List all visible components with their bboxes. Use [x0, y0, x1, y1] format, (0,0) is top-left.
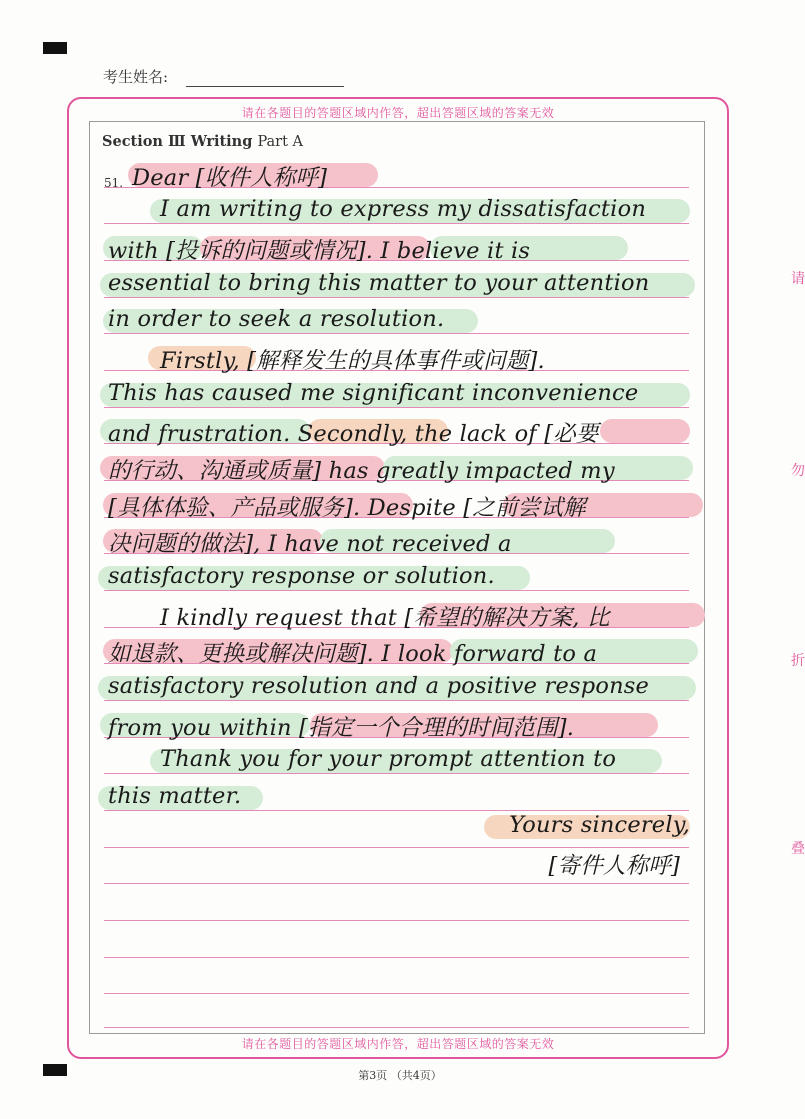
ruled-line — [104, 407, 689, 408]
ruled-line — [104, 920, 689, 921]
section-title-text: Section Ⅲ Writing — [102, 133, 253, 150]
letter-line: with [投诉的问题或情况]. I believe it is — [108, 238, 531, 264]
ruled-line — [104, 810, 689, 811]
letter-line: in order to seek a resolution. — [108, 306, 445, 332]
letter-line: I kindly request that [希望的解决方案, 比 — [160, 605, 610, 631]
letter-line: 如退款、更换或解决问题]. I look forward to a — [108, 641, 598, 667]
letter-line: Dear [收件人称呼] — [132, 165, 328, 191]
question-number: 51. — [104, 176, 124, 190]
letter-line: 决问题的做法], I have not received a — [108, 531, 512, 557]
letter-signature: [寄件人称呼] — [548, 853, 680, 879]
letter-line: from you within [指定一个合理的时间范围]. — [108, 715, 575, 741]
letter-line: I am writing to express my dissatisfaction — [160, 196, 647, 222]
answer-area-notice-top: 请在各题目的答题区域内作答，超出答题区域的答案无效 — [241, 106, 555, 120]
letter-line: [具体体验、产品或服务]. Despite [之前尝试解 — [108, 495, 586, 521]
letter-line: and frustration. Secondly, the lack of [必要 — [108, 421, 599, 447]
letter-line: 的行动、沟通或质量] has greatly impacted my — [108, 458, 615, 484]
letter-line: this matter. — [108, 783, 242, 809]
ruled-line — [104, 957, 689, 958]
letter-line: This has caused me significant inconvenience — [108, 380, 639, 406]
ruled-line — [104, 297, 689, 298]
ruled-line — [104, 333, 689, 334]
letter-closing: Yours sincerely, — [509, 812, 690, 838]
answer-area-notice-bottom: 请在各题目的答题区域内作答，超出答题区域的答案无效 — [241, 1037, 555, 1051]
candidate-name-label: 考生姓名: — [103, 68, 169, 86]
section-part: Part A — [257, 134, 304, 150]
side-text-char: 折 — [791, 653, 805, 669]
page-number: 第3页 （共4页） — [358, 1069, 442, 1082]
letter-line: Thank you for your prompt attention to — [160, 746, 617, 772]
letter-line: Firstly, [解释发生的具体事件或问题]. — [160, 348, 545, 374]
ruled-line — [104, 590, 689, 591]
ruled-line — [104, 883, 689, 884]
letter-line: satisfactory resolution and a positive response — [108, 673, 650, 699]
letter-line: satisfactory response or solution. — [108, 563, 495, 589]
side-text-char: 叠 — [791, 841, 805, 857]
section-title — [102, 133, 303, 150]
alignment-mark-top — [43, 42, 67, 54]
side-text-char: 勿 — [791, 463, 805, 479]
ruled-line — [104, 700, 689, 701]
ruled-line — [104, 773, 689, 774]
candidate-name-blank — [186, 86, 344, 87]
ruled-line — [104, 223, 689, 224]
ruled-line — [104, 993, 689, 994]
side-text-char: 请 — [791, 271, 805, 287]
ruled-line — [104, 1027, 689, 1028]
letter-line: essential to bring this matter to your attention — [108, 270, 650, 296]
